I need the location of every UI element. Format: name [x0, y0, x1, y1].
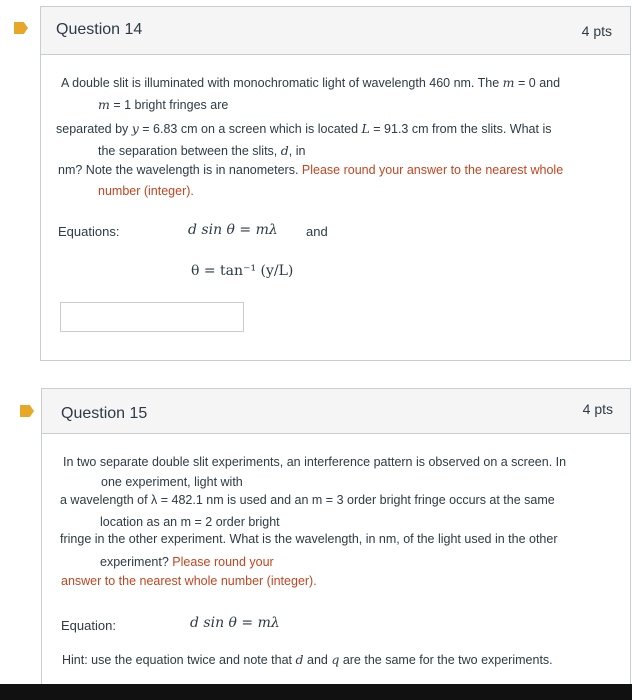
- question-15-text-line: a wavelength of λ = 482.1 nm is used and an m = 3 order bright fringe occurs at the same: [60, 493, 555, 507]
- and-label: and: [306, 224, 328, 239]
- question-15-text-line: location as an m = 2 order bright: [100, 515, 280, 529]
- question-15-points: 4 pts: [582, 401, 613, 417]
- equation-label: Equation:: [61, 618, 116, 633]
- question-14-text-line: nm? Note the wavelength is in nanometers. Please round your answer to the nearest whole: [58, 163, 564, 177]
- question-15-header: [42, 389, 630, 434]
- question-14-text-line: m = 1 bright fringes are: [98, 97, 229, 112]
- question-14-title: Question 14: [56, 21, 143, 38]
- question-14-text-line: separated by y = 6.83 cm on a screen which is located L = 91.3 cm from the slits. What is: [56, 121, 552, 136]
- question-14-text-line: number (integer).: [98, 184, 194, 198]
- question-15-text-line: In two separate double slit experiments, an interference pattern is observed on a screen. In: [63, 455, 567, 469]
- equation-2: θ = tan⁻¹ (y/L): [191, 263, 294, 279]
- question-15-title: Question 15: [61, 405, 148, 422]
- question-14-text-line: A double slit is illuminated with monochromatic light of wavelength 460 nm. The m = 0 and: [61, 75, 561, 90]
- bookmark-flag-icon[interactable]: [14, 22, 28, 34]
- question-14-answer-input[interactable]: [60, 302, 244, 332]
- question-15-text-line: one experiment, light with: [101, 475, 243, 489]
- bookmark-flag-icon[interactable]: [20, 405, 34, 417]
- equation-15: d sin θ = mλ: [190, 615, 280, 631]
- question-15-text-line: fringe in the other experiment. What is the wavelength, in nm, of the light used in the other: [60, 532, 558, 546]
- question-15-text-line: answer to the nearest whole number (integer).: [61, 574, 317, 588]
- question-14-points: 4 pts: [581, 23, 612, 39]
- bottom-dark-bar: [0, 684, 632, 700]
- question-14-header: [41, 7, 630, 55]
- question-14-text-line: the separation between the slits, d, in: [98, 143, 306, 158]
- question-15-text-line: experiment? Please round your: [100, 555, 274, 569]
- equations-label: Equations:: [58, 224, 120, 239]
- hint-text: Hint: use the equation twice and note that d and q are the same for the two experiments.: [62, 652, 553, 667]
- question-15-card: [41, 388, 631, 688]
- question-14-card: [40, 6, 631, 361]
- equation-1: d sin θ = mλ: [188, 222, 278, 238]
